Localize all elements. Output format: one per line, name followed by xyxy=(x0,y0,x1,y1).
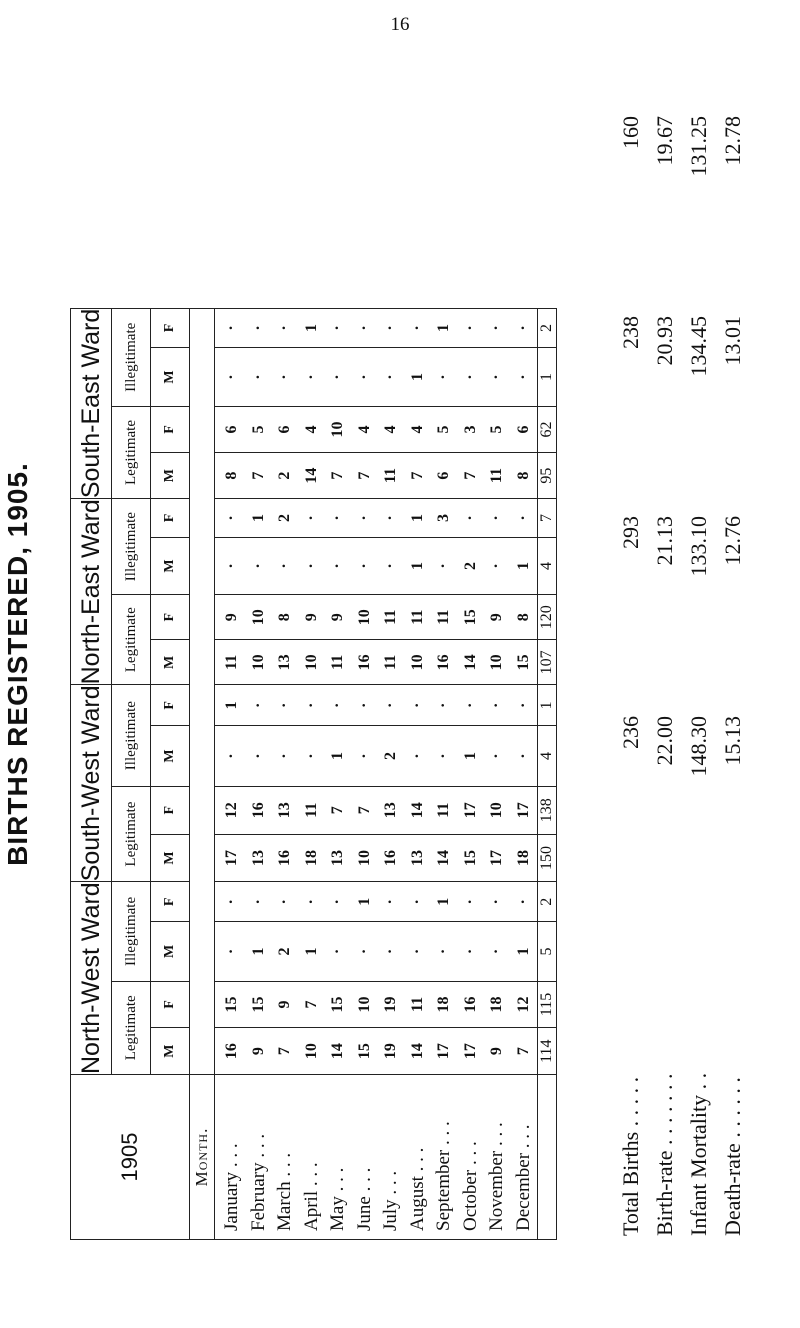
data-cell: 16 xyxy=(435,654,452,671)
illegitimate-header: Illegitimate xyxy=(112,499,151,595)
summary-value: 133.10 xyxy=(686,516,711,577)
sex-header: F xyxy=(151,786,190,834)
summary-label: Infant Mortality . . xyxy=(686,1072,711,1236)
sex-header: F xyxy=(151,685,190,726)
data-cell: 13 xyxy=(408,849,426,866)
total-cell: 115 xyxy=(538,981,557,1028)
data-cell: 7 xyxy=(461,471,479,480)
data-cell: · xyxy=(223,563,240,569)
data-column xyxy=(215,406,538,452)
data-cell: 12 xyxy=(223,802,240,819)
data-column xyxy=(215,453,538,499)
summary-value: 19.67 xyxy=(652,116,677,166)
data-cell: · xyxy=(276,563,293,569)
data-cell: 5 xyxy=(435,425,452,434)
data-cell: 8 xyxy=(514,613,532,622)
ward-header: South-West Ward xyxy=(71,685,112,882)
header-filler xyxy=(190,308,215,1074)
data-cell: · xyxy=(382,899,399,905)
data-cell: 9 xyxy=(249,1047,267,1056)
data-cell: · xyxy=(488,325,505,331)
data-cell: 8 xyxy=(514,471,532,480)
data-cell: 2 xyxy=(382,752,399,761)
data-cell: 11 xyxy=(435,609,452,625)
data-cell: · xyxy=(435,948,452,955)
data-cell: 1 xyxy=(408,561,426,570)
month-label: October . . . xyxy=(459,1141,481,1231)
data-cell: 10 xyxy=(355,849,373,866)
births-table xyxy=(70,308,557,1240)
data-cell: 17 xyxy=(223,849,240,866)
data-cell: 9 xyxy=(329,613,346,622)
data-cell: · xyxy=(514,325,532,331)
data-cell: · xyxy=(329,563,346,569)
data-cell: · xyxy=(223,753,240,759)
summary-block xyxy=(614,86,750,1236)
data-cell: 1 xyxy=(514,561,532,570)
summary-value: 15.13 xyxy=(720,716,745,766)
total-cell: 62 xyxy=(538,406,557,452)
data-cell: · xyxy=(408,899,426,905)
summary-value: 236 xyxy=(618,716,643,749)
data-cell: 17 xyxy=(514,802,532,819)
data-cell: 17 xyxy=(488,849,505,866)
data-cell: 15 xyxy=(329,996,346,1013)
legitimate-header: Legitimate xyxy=(112,595,151,685)
data-cell: · xyxy=(461,899,479,905)
month-column xyxy=(215,1075,538,1240)
total-cell: 5 xyxy=(538,922,557,981)
data-cell: 18 xyxy=(514,849,532,866)
data-cell: 1 xyxy=(355,897,373,906)
data-cell: · xyxy=(329,702,346,708)
data-cell: · xyxy=(461,374,479,380)
summary-label: Birth-rate . . . . . . . xyxy=(652,1073,677,1236)
data-cell: · xyxy=(514,899,532,905)
summary-row xyxy=(614,86,648,1236)
sex-header: M xyxy=(151,348,190,407)
data-cell: 7 xyxy=(355,471,373,480)
total-cell: 1 xyxy=(538,348,557,407)
data-cell: 3 xyxy=(461,425,479,434)
sex-header: M xyxy=(151,453,190,499)
data-cell: · xyxy=(355,374,373,380)
data-cell: · xyxy=(488,702,505,708)
data-cell: 15 xyxy=(249,996,267,1013)
total-cell: 1 xyxy=(538,685,557,726)
data-cell: · xyxy=(276,325,293,331)
data-cell: · xyxy=(514,753,532,759)
data-cell: · xyxy=(249,325,267,331)
data-column xyxy=(215,981,538,1028)
data-cell: 17 xyxy=(435,1043,452,1060)
data-cell: 19 xyxy=(382,1043,399,1060)
data-cell: 2 xyxy=(276,513,293,522)
data-cell: · xyxy=(382,948,399,955)
data-cell: · xyxy=(223,515,240,521)
total-cell: 150 xyxy=(538,834,557,882)
data-cell: 15 xyxy=(355,1043,373,1060)
summary-row xyxy=(648,86,682,1236)
data-cell: 6 xyxy=(514,425,532,434)
data-column xyxy=(215,922,538,981)
data-cell: 10 xyxy=(249,654,267,671)
data-cell: 10 xyxy=(488,654,505,671)
data-cell: · xyxy=(514,515,532,521)
data-column xyxy=(215,786,538,834)
data-cell: · xyxy=(488,563,505,569)
total-cell: 2 xyxy=(538,308,557,348)
data-cell: 13 xyxy=(382,802,399,819)
month-label: February . . . xyxy=(247,1133,269,1231)
data-cell: 18 xyxy=(488,996,505,1013)
data-cell: · xyxy=(302,515,320,521)
data-cell: 17 xyxy=(461,1043,479,1060)
total-cell: 7 xyxy=(538,499,557,538)
data-column xyxy=(215,834,538,882)
data-cell: · xyxy=(223,899,240,905)
data-cell: 15 xyxy=(223,996,240,1013)
data-cell: 11 xyxy=(435,802,452,818)
data-cell: 11 xyxy=(488,468,505,484)
data-cell: 14 xyxy=(408,802,426,819)
data-cell: 4 xyxy=(382,425,399,434)
data-cell: · xyxy=(435,753,452,759)
data-cell: 9 xyxy=(488,613,505,622)
data-cell: · xyxy=(276,753,293,759)
data-cell: 1 xyxy=(302,323,320,332)
sex-header: F xyxy=(151,308,190,348)
summary-value: 21.13 xyxy=(652,516,677,566)
data-cell: · xyxy=(355,702,373,708)
data-cell: · xyxy=(223,325,240,331)
total-cell: 138 xyxy=(538,786,557,834)
data-cell: 11 xyxy=(408,609,426,625)
year-header: 1905 xyxy=(71,1075,190,1240)
data-column xyxy=(215,685,538,726)
data-column xyxy=(215,726,538,787)
month-label: August . . . xyxy=(406,1147,428,1231)
summary-label: Death-rate . . . . . . xyxy=(720,1077,745,1236)
sex-header: F xyxy=(151,406,190,452)
illegitimate-header: Illegitimate xyxy=(112,308,151,406)
summary-row xyxy=(682,86,716,1236)
data-cell: · xyxy=(488,374,505,380)
data-cell: 9 xyxy=(223,613,240,622)
data-column xyxy=(215,595,538,640)
data-cell: 9 xyxy=(276,1000,293,1009)
data-cell: 11 xyxy=(382,654,399,670)
data-cell: · xyxy=(249,374,267,380)
data-cell: · xyxy=(355,563,373,569)
data-cell: 7 xyxy=(302,1000,320,1009)
summary-label: Total Births . . . . . xyxy=(618,1076,643,1236)
data-cell: 1 xyxy=(329,752,346,761)
data-cell: 11 xyxy=(302,802,320,818)
data-cell: 6 xyxy=(435,471,452,480)
data-cell: · xyxy=(276,702,293,708)
legitimate-header: Legitimate xyxy=(112,786,151,881)
data-cell: 16 xyxy=(223,1043,240,1060)
data-cell: 11 xyxy=(382,468,399,484)
month-label: May . . . xyxy=(327,1167,348,1231)
data-cell: 16 xyxy=(355,654,373,671)
summary-value: 12.78 xyxy=(720,116,745,166)
data-cell: 15 xyxy=(461,609,479,626)
data-cell: · xyxy=(488,899,505,905)
data-cell: · xyxy=(355,515,373,521)
data-cell: · xyxy=(461,515,479,521)
data-cell: 11 xyxy=(329,654,346,670)
data-cell: 5 xyxy=(488,425,505,434)
ward-header: South-East Ward xyxy=(71,308,112,498)
sex-header: F xyxy=(151,595,190,640)
data-cell: 18 xyxy=(302,849,320,866)
data-cell: 16 xyxy=(461,996,479,1013)
data-cell: 2 xyxy=(461,561,479,570)
data-cell: 13 xyxy=(329,849,346,866)
data-cell: 1 xyxy=(408,373,426,382)
data-cell: · xyxy=(408,325,426,331)
data-cell: 16 xyxy=(276,849,293,866)
data-cell: 9 xyxy=(488,1047,505,1056)
total-cell: 95 xyxy=(538,453,557,499)
data-cell: 1 xyxy=(223,701,240,710)
month-label: December . . . xyxy=(512,1124,534,1231)
data-cell: 1 xyxy=(302,947,320,956)
data-cell: · xyxy=(435,702,452,708)
summary-value: 148.30 xyxy=(686,716,711,777)
data-cell: 10 xyxy=(355,996,373,1013)
data-cell: 8 xyxy=(223,471,240,480)
sex-header: F xyxy=(151,882,190,922)
data-cell: 11 xyxy=(408,996,426,1013)
month-header: Month. xyxy=(190,1075,215,1240)
data-cell: 14 xyxy=(435,849,452,866)
summary-value: 12.76 xyxy=(720,516,745,566)
legitimate-header: Legitimate xyxy=(112,981,151,1074)
illegitimate-header: Illegitimate xyxy=(112,882,151,981)
totals-label-cell xyxy=(538,1075,557,1240)
data-cell: 14 xyxy=(329,1043,346,1060)
data-cell: · xyxy=(355,325,373,331)
total-cell: 4 xyxy=(538,726,557,787)
data-cell: 16 xyxy=(382,849,399,866)
data-cell: · xyxy=(329,899,346,905)
data-cell: 18 xyxy=(435,996,452,1013)
data-cell: 7 xyxy=(249,471,267,480)
data-cell: 7 xyxy=(408,471,426,480)
data-cell: · xyxy=(302,374,320,380)
sex-header: M xyxy=(151,726,190,787)
data-cell: · xyxy=(329,948,346,955)
data-cell: 4 xyxy=(408,425,426,434)
sex-header: M xyxy=(151,922,190,981)
data-cell: · xyxy=(461,325,479,331)
data-cell: · xyxy=(329,374,346,380)
data-cell: · xyxy=(488,515,505,521)
summary-value: 20.93 xyxy=(652,316,677,366)
data-cell: 1 xyxy=(249,947,267,956)
data-cell: 14 xyxy=(408,1043,426,1060)
total-cell: 107 xyxy=(538,640,557,685)
data-column xyxy=(215,537,538,594)
data-cell: · xyxy=(249,563,267,569)
data-column xyxy=(215,1028,538,1075)
data-cell: 1 xyxy=(461,752,479,761)
data-cell: · xyxy=(514,702,532,708)
data-cell: · xyxy=(382,515,399,521)
sex-header: M xyxy=(151,1028,190,1075)
data-cell: · xyxy=(276,899,293,905)
data-cell: 10 xyxy=(302,1043,320,1060)
data-column xyxy=(215,348,538,407)
data-cell: · xyxy=(302,563,320,569)
legitimate-header: Legitimate xyxy=(112,406,151,498)
data-cell: 10 xyxy=(408,654,426,671)
data-cell: · xyxy=(408,702,426,708)
summary-value: 293 xyxy=(618,516,643,549)
data-cell: 17 xyxy=(461,802,479,819)
data-cell: 7 xyxy=(276,1047,293,1056)
sex-header: F xyxy=(151,981,190,1028)
data-cell: 9 xyxy=(302,613,320,622)
summary-value: 238 xyxy=(618,316,643,349)
data-cell: 1 xyxy=(435,323,452,332)
data-cell: · xyxy=(488,753,505,759)
data-column xyxy=(215,499,538,538)
month-label: March . . . xyxy=(274,1152,295,1231)
month-label: July . . . xyxy=(380,1170,401,1231)
total-cell: 4 xyxy=(538,537,557,594)
data-cell: 3 xyxy=(435,513,452,522)
data-cell: 4 xyxy=(355,425,373,434)
data-cell: 4 xyxy=(302,425,320,434)
data-cell: · xyxy=(382,325,399,331)
data-cell: 16 xyxy=(249,802,267,819)
data-cell: · xyxy=(382,563,399,569)
total-cell: 114 xyxy=(538,1028,557,1075)
data-cell: 2 xyxy=(276,947,293,956)
total-cell: 2 xyxy=(538,882,557,922)
data-column xyxy=(215,882,538,922)
data-cell: 15 xyxy=(461,849,479,866)
sex-header: F xyxy=(151,499,190,538)
data-cell: 5 xyxy=(249,425,267,434)
month-label: June . . . xyxy=(353,1167,375,1231)
data-cell: · xyxy=(514,374,532,380)
data-cell: · xyxy=(329,325,346,331)
data-cell: 6 xyxy=(276,425,293,434)
month-label: April . . . xyxy=(300,1162,322,1231)
data-cell: · xyxy=(382,702,399,708)
data-cell: 8 xyxy=(276,613,293,622)
sex-header: M xyxy=(151,834,190,882)
data-cell: · xyxy=(249,753,267,759)
data-cell: 1 xyxy=(435,897,452,906)
data-cell: · xyxy=(302,899,320,905)
data-cell: 13 xyxy=(249,849,267,866)
data-cell: · xyxy=(302,753,320,759)
data-cell: · xyxy=(382,374,399,380)
data-cell: 11 xyxy=(223,654,240,670)
illegitimate-header: Illegitimate xyxy=(112,685,151,786)
summary-value: 160 xyxy=(618,116,643,149)
data-cell: 13 xyxy=(276,802,293,819)
ward-header: North-West Ward xyxy=(71,882,112,1075)
data-cell: 12 xyxy=(514,996,532,1013)
data-cell: · xyxy=(488,948,505,955)
data-cell: 10 xyxy=(249,609,267,626)
data-cell: · xyxy=(329,515,346,521)
data-cell: 1 xyxy=(408,513,426,522)
page-number: 16 xyxy=(390,14,410,35)
data-column xyxy=(215,308,538,348)
data-cell: 10 xyxy=(488,802,505,819)
data-cell: 11 xyxy=(382,609,399,625)
data-cell: · xyxy=(223,374,240,380)
sex-header: M xyxy=(151,640,190,685)
page-title: BIRTHS REGISTERED, 1905. xyxy=(2,462,33,866)
data-cell: 7 xyxy=(329,471,346,480)
summary-value: 13.01 xyxy=(720,316,745,366)
data-cell: · xyxy=(461,948,479,955)
data-cell: · xyxy=(355,753,373,759)
summary-value: 134.45 xyxy=(686,316,711,377)
data-cell: · xyxy=(408,753,426,759)
summary-value: 22.00 xyxy=(652,716,677,766)
data-cell: · xyxy=(276,374,293,380)
data-cell: 7 xyxy=(329,806,346,815)
month-label: January . . . xyxy=(221,1143,242,1231)
data-cell: 10 xyxy=(302,654,320,671)
data-cell: 10 xyxy=(355,609,373,626)
data-cell: 7 xyxy=(355,806,373,815)
data-cell: 7 xyxy=(514,1047,532,1056)
data-cell: 1 xyxy=(249,513,267,522)
total-cell: 120 xyxy=(538,595,557,640)
month-label: November . . . xyxy=(486,1122,507,1231)
data-cell: · xyxy=(435,563,452,569)
sex-header: M xyxy=(151,537,190,594)
data-cell: · xyxy=(355,948,373,955)
summary-value: 131.25 xyxy=(686,116,711,177)
data-cell: · xyxy=(461,702,479,708)
data-cell: 15 xyxy=(514,654,532,671)
data-cell: 13 xyxy=(276,654,293,671)
summary-row xyxy=(716,86,750,1236)
data-cell: · xyxy=(435,374,452,380)
data-cell: 14 xyxy=(302,467,320,484)
data-cell: 14 xyxy=(461,654,479,671)
data-cell: · xyxy=(408,948,426,955)
data-column xyxy=(215,640,538,685)
data-cell: · xyxy=(302,702,320,708)
ward-header: North-East Ward xyxy=(71,499,112,685)
data-cell: 19 xyxy=(382,996,399,1013)
month-label: September . . . xyxy=(433,1121,454,1231)
data-cell: 6 xyxy=(223,425,240,434)
data-cell: · xyxy=(249,899,267,905)
data-cell: 10 xyxy=(329,421,346,438)
data-cell: · xyxy=(223,948,240,955)
data-cell: · xyxy=(249,702,267,708)
data-cell: 2 xyxy=(276,471,293,480)
data-cell: 1 xyxy=(514,947,532,956)
